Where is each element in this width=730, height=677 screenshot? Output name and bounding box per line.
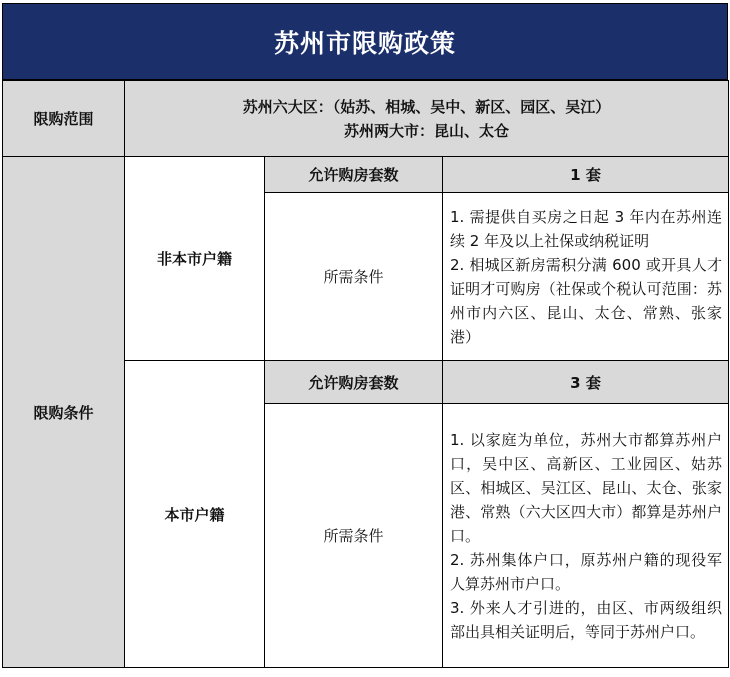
non-local-required-label: 所需条件 <box>265 193 443 361</box>
local-condition-3: 3. 外来人才引进的，由区、市两级组织部出具相关证明后，等同于苏州户口。 <box>450 598 723 641</box>
local-required-label: 所需条件 <box>265 404 443 668</box>
non-local-allowed-row <box>3 157 729 193</box>
scope-line-1: 苏州六大区：（姑苏、相城、吴中、新区、园区、吴江） <box>242 97 611 116</box>
scope-line-2: 苏州两大市：昆山、太仓 <box>344 121 510 140</box>
non-local-allowed-value: 1 套 <box>443 157 729 193</box>
scope-value <box>125 81 729 157</box>
scope-row <box>3 81 729 157</box>
non-local-label: 非本市户籍 <box>125 157 265 361</box>
non-local-condition-2: 2. 相城区新房需积分满 600 或开具人才证明才可购房（社保或个税认可范围：苏州市内六区、昆山、太仓、常熟、张家港） <box>450 255 723 346</box>
policy-table <box>2 80 729 668</box>
page-title: 苏州市限购政策 <box>2 3 728 80</box>
local-required-text <box>443 404 729 668</box>
non-local-condition-1: 1. 需提供自买房之日起 3 年内在苏州连续 2 年及以上社保或纳税证明 <box>450 207 723 250</box>
local-allowed-value: 3 套 <box>443 361 729 404</box>
non-local-allowed-label: 允许购房套数 <box>265 157 443 193</box>
local-condition-1: 1. 以家庭为单位，苏州大市都算苏州户口，吴中区、高新区、工业园区、姑苏区、相城区、吴江区、昆山、太仓、张家港、常熟（六大区四大市）都算是苏州户口。 <box>450 430 723 545</box>
conditions-label: 限购条件 <box>3 157 125 668</box>
local-label: 本市户籍 <box>125 361 265 668</box>
local-allowed-label: 允许购房套数 <box>265 361 443 404</box>
scope-label: 限购范围 <box>3 81 125 157</box>
non-local-required-text <box>443 193 729 361</box>
policy-document <box>2 3 728 671</box>
local-condition-2: 2. 苏州集体户口，原苏州户籍的现役军人算苏州市户口。 <box>450 550 723 593</box>
